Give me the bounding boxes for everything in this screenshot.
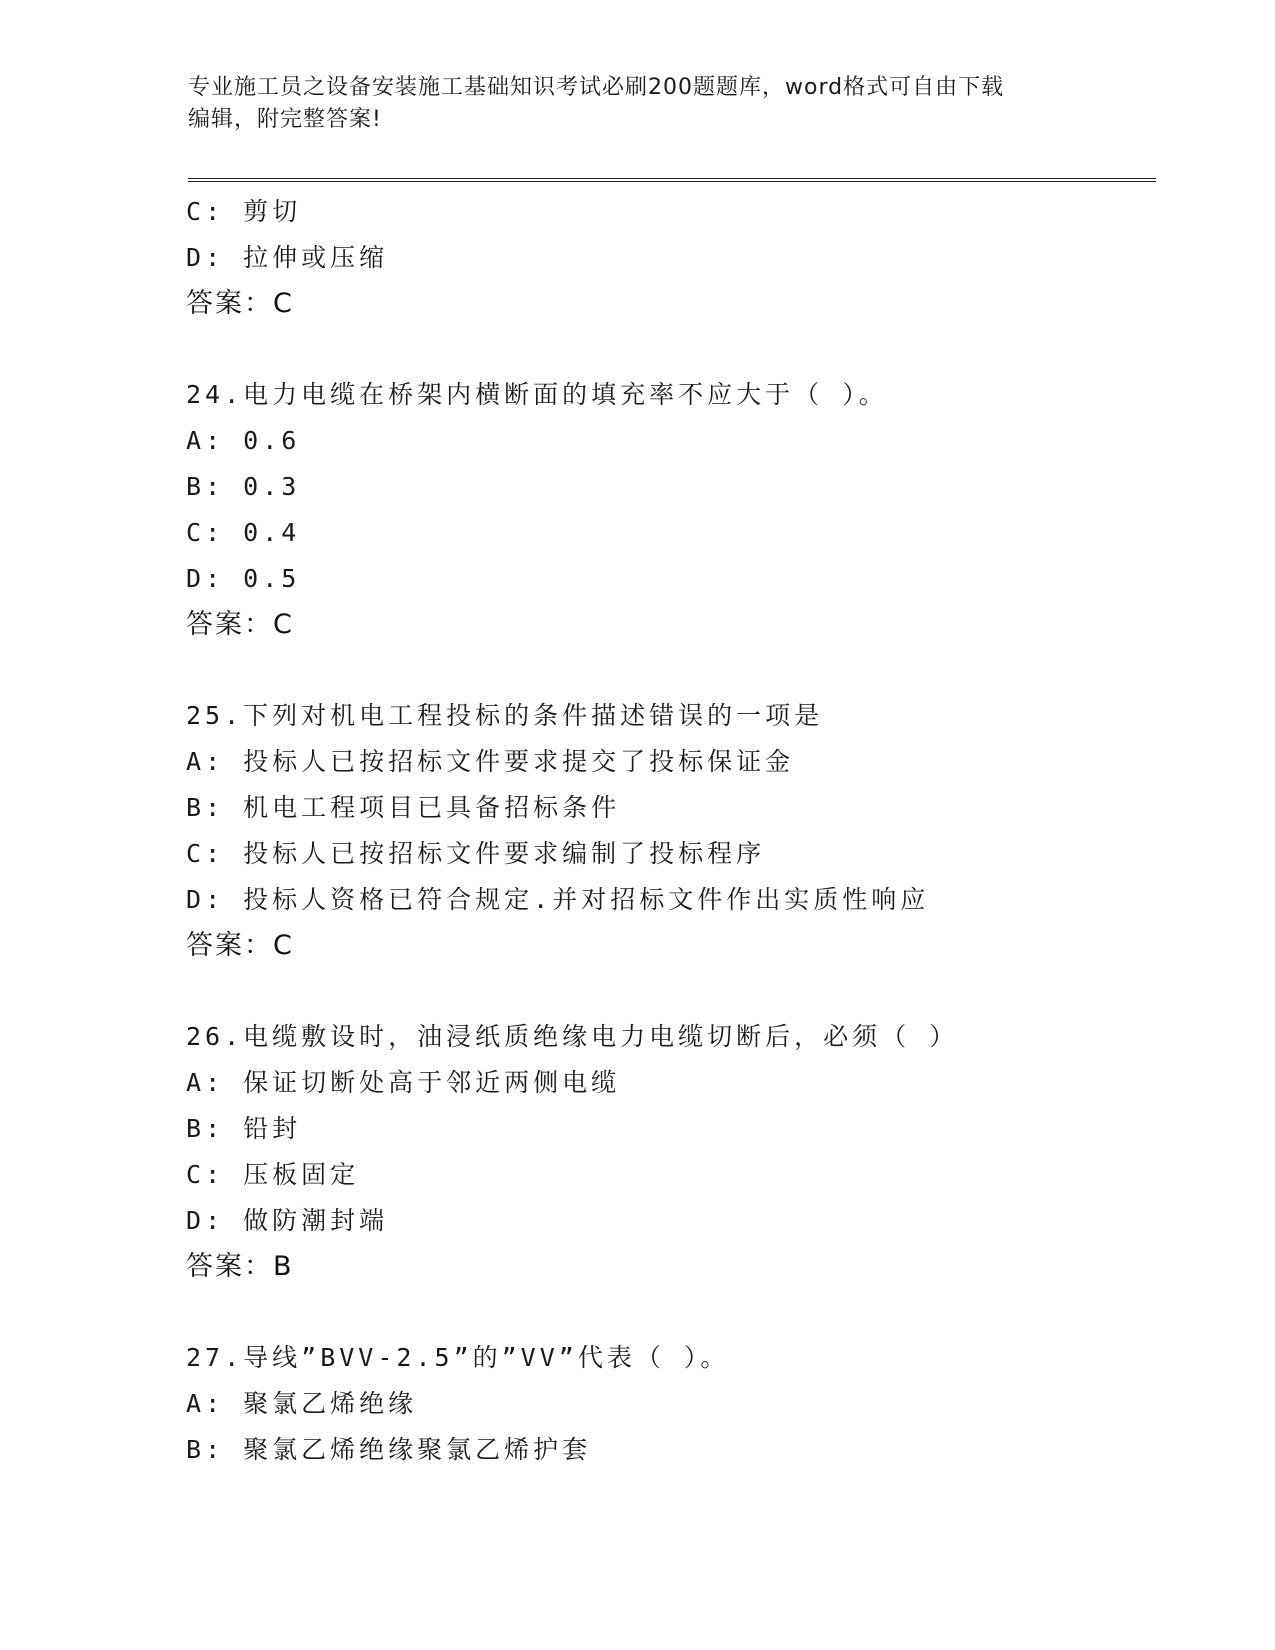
option-label: B [186,1114,206,1143]
answer-line: 答案：C [186,288,294,319]
option-c: C: 0.4 [186,518,301,547]
option-b: B: 机电工程项目已具备招标条件 [186,793,621,822]
option-b: B: 铅封 [186,1114,302,1143]
spacer [186,969,1146,1014]
option-label: A [186,747,206,776]
option-label: C [186,197,206,226]
option-a: A: 保证切断处高于邻近两侧电缆 [186,1068,621,1097]
option-label: A [186,1389,206,1418]
option-text: 机电工程项目已具备招标条件 [243,793,621,822]
question-stem: 27.导线”BVV-2.5”的”VV”代表（ ）。 [186,1343,730,1372]
spacer [186,327,1146,372]
option-text: 拉伸或压缩 [243,243,389,272]
option-text: 投标人已按招标文件要求编制了投标程序 [243,839,766,868]
header-title-line-2: 编辑，附完整答案! [188,107,382,132]
option-label: C [186,518,206,547]
option-d: D: 0.5 [186,564,301,593]
question-26 [186,1014,1146,1290]
option-label: C [186,839,206,868]
option-a: A: 0.6 [186,426,301,455]
option-text: 压板固定 [243,1160,360,1189]
option-text: 铅封 [243,1114,302,1143]
option-b: B: 0.3 [186,472,301,501]
answer-line: 答案：B [186,1251,294,1282]
question-25 [186,693,1146,969]
option-label: B [186,793,206,822]
question-stem: 24.电力电缆在桥架内横断面的填充率不应大于（ ）。 [186,380,888,409]
header-title-line-1: 专业施工员之设备安装施工基础知识考试必刷200题题库，word格式可自由下载 [188,75,1005,100]
option-label: D [186,1206,206,1235]
option-b: B: 聚氯乙烯绝缘聚氯乙烯护套 [186,1435,592,1464]
option-label: D [186,564,206,593]
option-c: C: 投标人已按招标文件要求编制了投标程序 [186,839,766,868]
option-text: 剪切 [243,197,302,226]
option-text: 投标人已按招标文件要求提交了投标保证金 [243,747,795,776]
option-text: 0.3 [243,472,301,501]
spacer [186,648,1146,693]
option-text: 0.5 [243,564,301,593]
option-a: A: 投标人已按招标文件要求提交了投标保证金 [186,747,795,776]
option-label: C [186,1160,206,1189]
answer-line: 答案：C [186,930,294,961]
option-text: 做防潮封端 [243,1206,389,1235]
option-text: 0.4 [243,518,301,547]
option-d: D: 拉伸或压缩 [186,243,389,272]
option-d: D: 投标人资格已符合规定.并对招标文件作出实质性响应 [186,885,930,914]
option-label: B [186,1435,206,1464]
option-text: 聚氯乙烯绝缘 [243,1389,418,1418]
option-text: 投标人资格已符合规定.并对招标文件作出实质性响应 [243,885,930,914]
option-label: D [186,243,206,272]
option-label: B [186,472,206,501]
option-text: 聚氯乙烯绝缘聚氯乙烯护套 [243,1435,592,1464]
option-text: 保证切断处高于邻近两侧电缆 [243,1068,621,1097]
option-text: 0.6 [243,426,301,455]
option-label: A [186,1068,206,1097]
question-27 [186,1335,1146,1473]
question-list [186,189,1146,1473]
question-24 [186,372,1146,648]
option-c: C: 压板固定 [186,1160,360,1189]
question-stem: 25.下列对机电工程投标的条件描述错误的一项是 [186,701,824,730]
option-d: D: 做防潮封端 [186,1206,389,1235]
option-label: A [186,426,206,455]
header-divider [188,178,1156,182]
option-a: A: 聚氯乙烯绝缘 [186,1389,418,1418]
question-stem: 26.电缆敷设时，油浸纸质绝缘电力电缆切断后，必须（ ） [186,1022,959,1051]
spacer [186,1290,1146,1335]
question-fragment [186,189,1146,327]
document-header [188,72,1088,136]
option-label: D [186,885,206,914]
option-c: C: 剪切 [186,197,302,226]
answer-line: 答案：C [186,609,294,640]
